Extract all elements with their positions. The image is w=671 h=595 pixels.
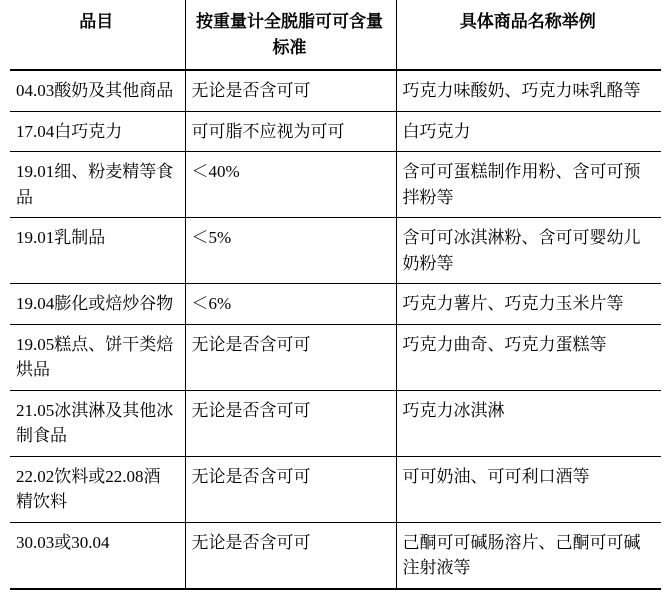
cell-standard-text: 无论是否含可可 [191,532,311,552]
table-row [10,218,661,284]
cell-standard-text: 无论是否含可可 [191,466,311,486]
cocoa-content-standards-table [10,0,661,590]
column-header-examples [396,0,661,70]
cell-examples-text: 含可可冰淇淋粉、含可可婴幼儿奶粉等 [402,228,641,273]
table-row [10,152,661,218]
cell-item [10,522,185,589]
cell-examples [396,456,661,522]
cell-examples-text: 白巧克力 [402,121,471,141]
cell-item-text: 30.03或30.04 [16,532,110,552]
table-row [10,456,661,522]
cell-examples-text: 己酮可可碱肠溶片、己酮可可碱注射液等 [402,532,641,577]
column-header-standard-text: 按重量计全脱脂可可含量标准 [196,12,383,57]
cell-examples-text: 含可可蛋糕制作用粉、含可可预拌粉等 [402,162,641,207]
cell-examples [396,522,661,589]
cell-standard [185,152,396,218]
table-row [10,70,661,111]
cell-examples-text: 巧克力冰淇淋 [402,400,505,420]
cell-examples [396,152,661,218]
cell-standard-text: 无论是否含可可 [191,334,311,354]
cell-standard [185,70,396,111]
cell-examples-text: 巧克力味酸奶、巧克力味乳酪等 [402,81,641,100]
cell-examples [396,284,661,325]
cell-item-text: 19.01乳制品 [16,228,106,247]
cell-examples-text: 巧克力曲奇、巧克力蛋糕等 [402,334,607,354]
cell-standard-text: ＜5% [191,228,232,247]
cell-item-text: 19.05糕点、饼干类焙烘品 [16,334,174,379]
cell-item [10,390,185,456]
cell-standard [185,111,396,152]
table-row [10,284,661,325]
cell-standard [185,522,396,589]
cell-examples-text: 可可奶油、可可利口酒等 [402,466,590,486]
table-header [10,0,661,70]
cell-item [10,218,185,284]
cell-item [10,70,185,111]
table-body [10,70,661,589]
cell-standard-text: 无论是否含可可 [191,81,311,100]
cell-standard [185,456,396,522]
cell-standard [185,324,396,390]
cell-examples [396,70,661,111]
cell-examples [396,390,661,456]
cell-item-text: 22.02饮料或22.08酒精饮料 [16,466,161,511]
column-header-item-text: 品目 [79,12,114,31]
table-row [10,390,661,456]
cell-examples-text: 巧克力薯片、巧克力玉米片等 [402,294,624,313]
table-header-row [10,0,661,70]
cell-standard [185,218,396,284]
table-row [10,111,661,152]
cell-item [10,324,185,390]
cell-standard-text: ＜6% [191,294,232,313]
cell-item [10,111,185,152]
column-header-standard [185,0,396,70]
cell-examples [396,218,661,284]
cell-standard-text: 可可脂不应视为可可 [191,121,345,141]
cell-item [10,284,185,325]
table-row [10,324,661,390]
column-header-examples-text: 具体商品名称举例 [459,12,596,31]
cell-item-text: 04.03酸奶及其他商品 [16,81,174,100]
table-row [10,522,661,589]
cell-standard-text: 无论是否含可可 [191,400,311,420]
cell-examples [396,111,661,152]
cell-standard [185,390,396,456]
cell-item-text: 21.05冰淇淋及其他冰制食品 [16,400,174,445]
column-header-item [10,0,185,70]
cell-item [10,456,185,522]
cell-standard-text: ＜40% [191,162,240,181]
cell-examples [396,324,661,390]
cell-item [10,152,185,218]
cell-item-text: 19.04膨化或焙炒谷物 [16,294,174,313]
cell-item-text: 19.01细、粉麦精等食品 [16,162,174,207]
cell-item-text: 17.04白巧克力 [16,121,123,141]
cell-standard [185,284,396,325]
